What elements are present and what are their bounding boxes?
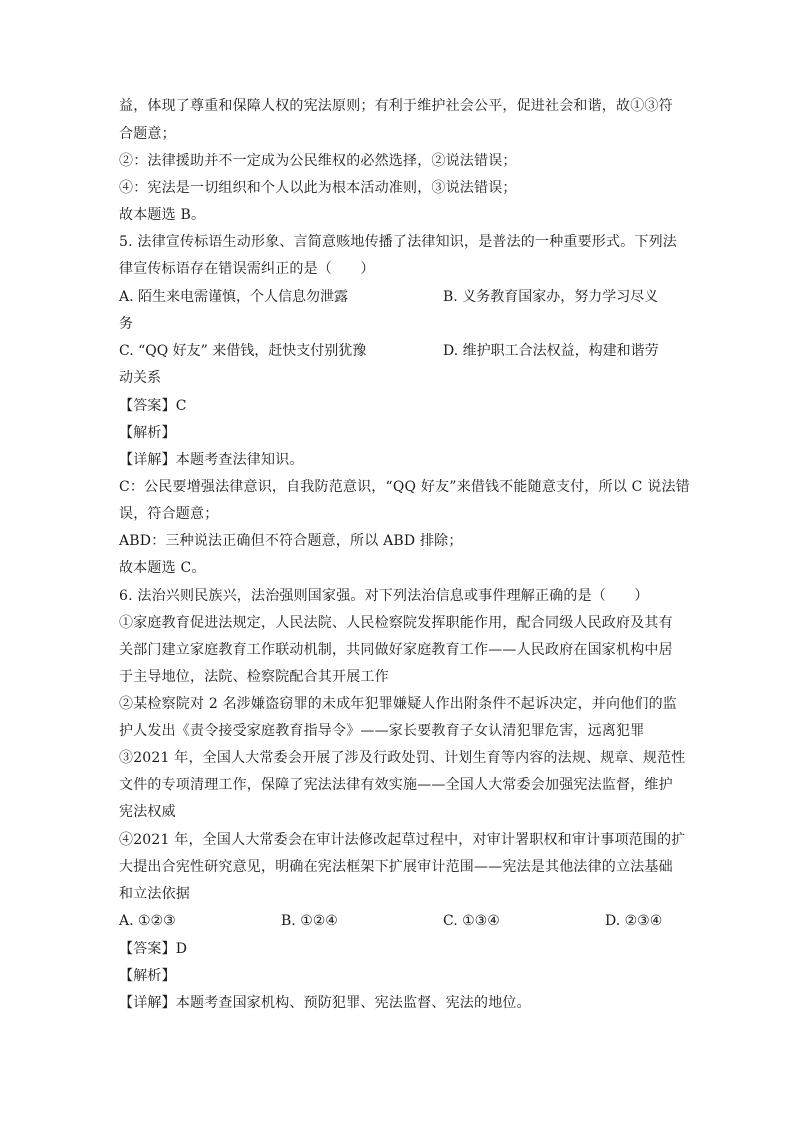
q5-option-c: C. “QQ 好友” 来借钱，赶快支付别犹豫: [119, 343, 367, 359]
q6-option-c: C. ①③④: [443, 913, 500, 929]
q5-option-a: A. 陌生来电需谨慎，个人信息勿泄露: [119, 289, 349, 305]
q6-statement-line: 护人发出《责令接受家庭教育指导令》——家长要教育子女认清犯罪危害，远离犯罪: [119, 723, 645, 739]
text-line: 故本题选 B。: [119, 207, 206, 223]
q6-statement-line: 宪法权威: [119, 804, 176, 820]
question-5-stem: 5. 法律宣传标语生动形象、言简意赅地传播了法律知识，是普法的一种重要形式。下列法: [119, 234, 678, 250]
q6-option-d: D. ②③④: [605, 913, 663, 929]
question-6-stem: 6. 法治兴则民族兴，法治强则国家强。对下列法治信息或事件理解正确的是（ ）: [119, 588, 649, 604]
q5-detail: 误，符合题意；: [119, 506, 219, 522]
q5-detail: ABD：三种说法正确但不符合题意，所以 ABD 排除；: [119, 533, 463, 549]
q6-option-b: B. ①②④: [281, 913, 338, 929]
q5-option-b: B. 义务教育国家办，努力学习尽义: [443, 289, 659, 305]
q6-answer: 【答案】D: [119, 941, 188, 957]
q5-answer: 【答案】C: [119, 398, 187, 414]
q6-detail: 【详解】本题考查国家机构、预防犯罪、宪法监督、宪法的地位。: [119, 995, 531, 1011]
q5-detail: 【详解】本题考查法律知识。: [119, 452, 304, 468]
q5-detail: 故本题选 C。: [119, 560, 206, 576]
q5-option-b-continued: 务: [119, 316, 133, 332]
q5-option-d-continued: 动关系: [119, 370, 161, 386]
q6-statement-line: 和立法依据: [119, 886, 190, 902]
text-line: 合题意；: [119, 126, 176, 142]
question-5-stem: 律宣传标语存在错误需纠正的是（ ）: [119, 261, 375, 277]
q6-statement-line: 文件的专项清理工作，保障了宪法法律有效实施——全国人大常委会加强宪法监督，维护: [119, 777, 673, 793]
q6-statement-line: 于主导地位，法院、检察院配合其开展工作: [119, 669, 389, 685]
text-line: 益，体现了尊重和保障人权的宪法原则；有利于维护社会公平，促进社会和谐，故①③符: [119, 98, 673, 114]
q6-statement-line: ①家庭教育促进法规定，人民法院、人民检察院发挥职能作用，配合同级人民政府及其有: [119, 615, 673, 631]
q6-statement-line: ②某检察院对 2 名涉嫌盗窃罪的未成年犯罪嫌疑人作出附条件不起诉决定，并向他们的监: [119, 696, 678, 712]
text-line: ④：宪法是一切组织和个人以此为根本活动准则，③说法错误；: [119, 180, 517, 196]
q6-statement-line: ④2021 年，全国人大常委会在审计法修改起草过程中，对审计署职权和审计事项范围的扩: [119, 832, 686, 848]
q6-statement-line: 关部门建立家庭教育工作联动机制，共同做好家庭教育工作——人民政府在国家机构中居: [119, 642, 673, 658]
q5-option-d: D. 维护职工合法权益，构建和谐劳: [443, 343, 659, 359]
q5-detail: C：公民要增强法律意识，自我防范意识，“QQ 好友”来借钱不能随意支付，所以 C 说法错: [119, 479, 690, 495]
q6-analysis-label: 【解析】: [119, 968, 176, 984]
q5-analysis-label: 【解析】: [119, 425, 176, 441]
q6-option-a: A. ①②③: [119, 913, 176, 929]
q6-statement-line: 大提出合宪性研究意见，明确在宪法框架下扩展审计范围——宪法是其他法律的立法基础: [119, 859, 673, 875]
q6-statement-line: ③2021 年，全国人大常委会开展了涉及行政处罚、计划生育等内容的法规、规章、规范性: [119, 750, 686, 766]
text-line: ②：法律援助并不一定成为公民维权的必然选择，②说法错误；: [119, 153, 517, 169]
